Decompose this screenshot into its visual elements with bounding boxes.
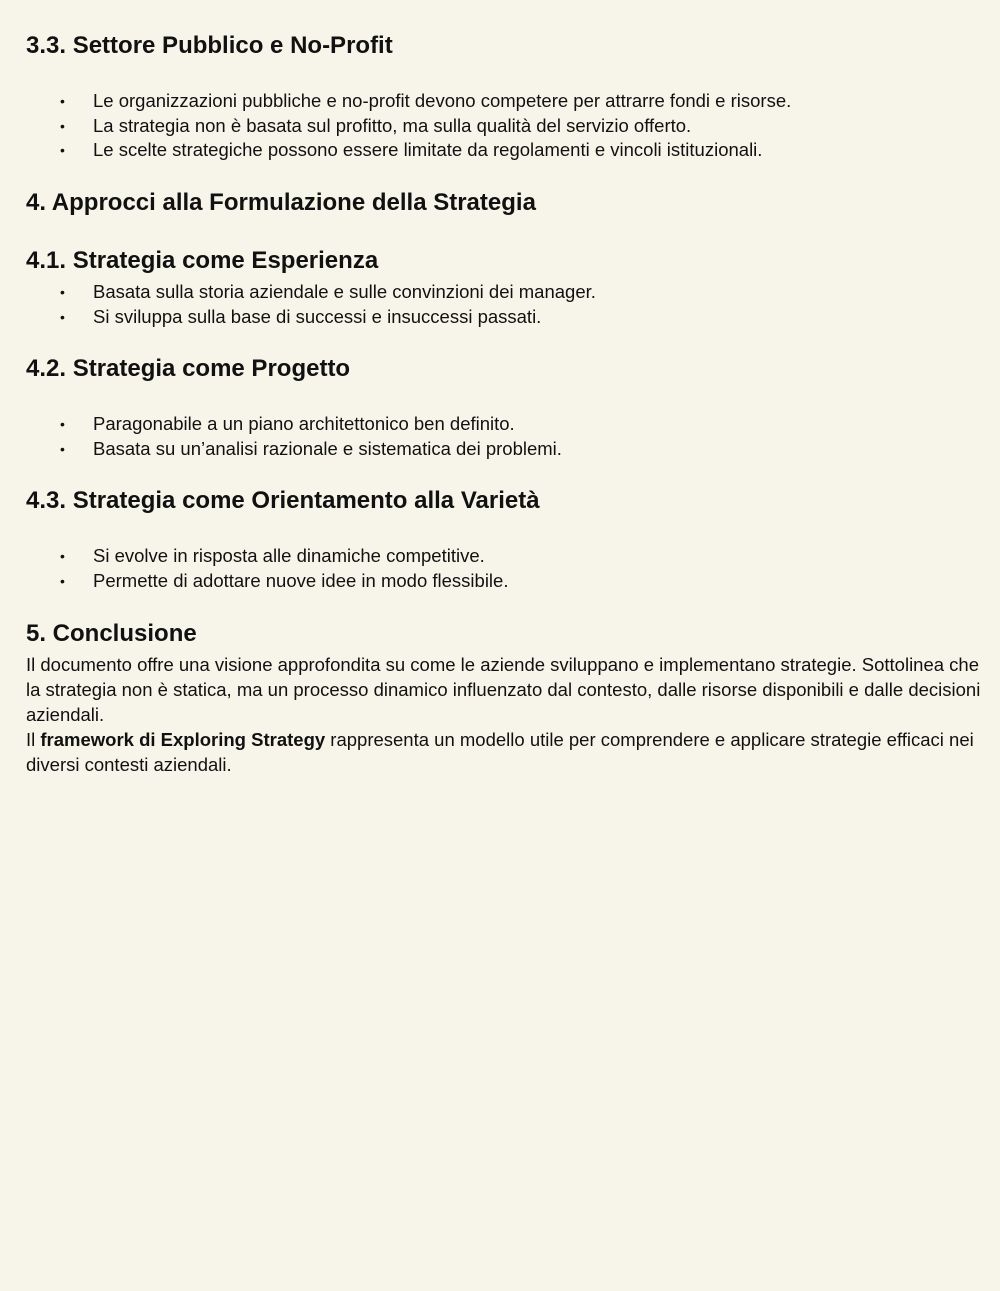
bullet-icon: • bbox=[60, 548, 65, 564]
bullet-icon: • bbox=[60, 93, 65, 109]
bullet-icon: • bbox=[60, 284, 65, 300]
heading-4: 4. Approcci alla Formulazione della Strategia bbox=[26, 189, 536, 216]
bullet-icon: • bbox=[60, 440, 65, 457]
bullet-icon: • bbox=[60, 142, 65, 158]
heading-5: 5. Conclusione bbox=[26, 620, 197, 647]
list-item: • Le scelte strategiche possono essere limitate da regolamenti e vincoli istituzionali. bbox=[0, 138, 791, 163]
bullet-list-4-2 bbox=[0, 412, 562, 461]
bullet-list-4-3 bbox=[0, 544, 508, 593]
heading-4-3: 4.3. Strategia come Orientamento alla Varietà bbox=[26, 487, 540, 514]
list-item: • La strategia non è basata sul profitto, ma sulla qualità del servizio offerto. bbox=[0, 114, 791, 139]
list-item: • Si sviluppa sulla base di successi e insuccessi passati. bbox=[0, 305, 596, 330]
bullet-list-3-3 bbox=[0, 89, 791, 163]
list-item: • Basata su un’analisi razionale e sistematica dei problemi. bbox=[0, 437, 562, 462]
list-item: • Si evolve in risposta alle dinamiche competitive. bbox=[0, 544, 508, 569]
heading-3-3: 3.3. Settore Pubblico e No-Profit bbox=[26, 32, 393, 59]
bullet-list-4-1 bbox=[0, 280, 596, 329]
framework-bold-text: framework di Exploring Strategy bbox=[40, 729, 326, 750]
bullet-icon: • bbox=[60, 572, 65, 589]
conclusion-paragraph-2: Il framework di Exploring Strategy rappresenta un modello utile per comprendere e applicare strategie efficaci nei diversi contesti aziendali. bbox=[26, 729, 974, 775]
heading-4-2: 4.2. Strategia come Progetto bbox=[26, 355, 351, 382]
bullet-icon: • bbox=[60, 308, 65, 325]
list-item: • Permette di adottare nuove idee in modo flessibile. bbox=[0, 569, 508, 594]
list-item: • Paragonabile a un piano architettonico ben definito. bbox=[0, 412, 562, 437]
heading-4-1: 4.1. Strategia come Esperienza bbox=[26, 247, 379, 274]
bullet-icon: • bbox=[60, 416, 65, 432]
bullet-icon: • bbox=[60, 117, 65, 134]
list-item: • Basata sulla storia aziendale e sulle convinzioni dei manager. bbox=[0, 280, 596, 305]
list-item: • Le organizzazioni pubbliche e no-profit devono competere per attrarre fondi e risorse. bbox=[0, 89, 791, 114]
conclusion-paragraph-1: Il documento offre una visione approfondita su come le aziende sviluppano e implementano strategie. Sottolinea che la strategia non è statica, ma un processo dinamico influenzato dal contesto, dalle risorse disponibili e dalle decisioni aziendali. bbox=[26, 654, 981, 725]
